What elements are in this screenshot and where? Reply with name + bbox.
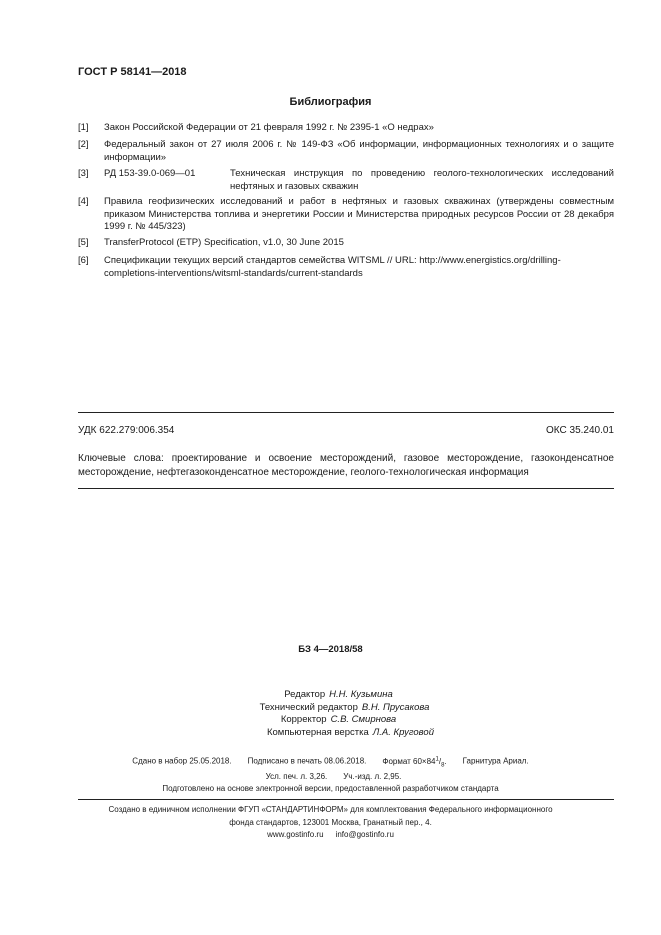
footer-line: Создано в единичном исполнении ФГУП «СТАНДАРТИНФОРМ» для комплектования Федерального информационного xyxy=(108,805,553,814)
print-sheets: Усл. печ. л. 3,26. xyxy=(265,772,328,782)
divider xyxy=(78,799,614,800)
item-number: [1] xyxy=(78,122,89,133)
staff-role: Корректор xyxy=(280,714,327,725)
staff-row xyxy=(0,689,661,702)
paper-format: Формат $60\times 84^1/_8$. xyxy=(382,756,447,769)
bibliography-title: Библиография xyxy=(289,96,372,108)
footer-line: фонда стандартов, 123001 Москва, Гранатный пер., 4. xyxy=(229,817,432,827)
print-line xyxy=(0,771,661,783)
staff-list xyxy=(0,689,661,739)
item-text: Закон Российской Федерации от 21 февраля 1992 г. № 2395-1 «О недрах» xyxy=(104,122,434,133)
item-number: [5] xyxy=(78,237,89,248)
keywords: Ключевые слова: проектирование и освоение месторождений, газовое месторождение, газоконденсатное месторождение, нефтегазоконденсатное месторождение, геолого-технологическая информация xyxy=(78,453,614,478)
email-link[interactable]: info@gostinfo.ru xyxy=(335,830,394,839)
bibliography-item xyxy=(78,122,614,135)
staff-name: Н.Н. Кузьмина xyxy=(329,689,393,700)
prepared-note: Подготовлено на основе электронной версии, предоставленной разработчиком стандарта xyxy=(162,784,499,794)
item-text: Техническая инструкция по проведению геолого-технологических исследований нефтяных и газовых скважин xyxy=(230,168,614,192)
item-number: [3] xyxy=(78,168,89,179)
divider xyxy=(78,412,614,413)
staff-role: Компьютерная верстка xyxy=(266,726,369,738)
submitted-date: Сдано в набор 25.05.2018. xyxy=(132,756,232,766)
footer-contacts xyxy=(0,829,661,842)
website-link[interactable]: www.gostinfo.ru xyxy=(267,830,324,839)
staff-row xyxy=(0,714,661,727)
staff-name: С.В. Смирнова xyxy=(330,714,397,725)
bibliography-item xyxy=(78,237,614,250)
item-text: Правила геофизических исследований и работ в нефтяных и газовых скважинах (утверждены совместным приказом Министерства топлива и энергетики России и Министерства природных ресурсов России от 28 декабря 1999 г. № 445/323) xyxy=(104,196,614,232)
footer xyxy=(0,804,661,842)
staff-row xyxy=(0,702,661,715)
staff-role: Редактор xyxy=(284,689,326,700)
item-number: [6] xyxy=(78,255,89,266)
print-line xyxy=(0,753,661,771)
item-text: Федеральный закон от 27 июля 2006 г. № 149-ФЗ «Об информации, информационных технологиях и о защите информации» xyxy=(104,139,614,163)
publisher-sheets: Уч.-изд. л. 2,95. xyxy=(343,772,402,782)
item-document-code: РД 153-39.0-069—01 xyxy=(104,168,196,179)
print-details xyxy=(0,753,661,795)
bibliography-item xyxy=(78,139,614,164)
staff-name: Л.А. Круговой xyxy=(372,726,434,738)
bz-number: БЗ 4—2018/58 xyxy=(298,644,363,655)
udk-code: УДК 622.279:006.354 xyxy=(78,425,175,436)
item-number: [2] xyxy=(78,139,89,150)
bibliography-item xyxy=(78,168,614,193)
standard-code: ГОСТ Р 58141—2018 xyxy=(78,66,187,78)
item-text: TransferProtocol (ETP) Specification, v1.0, 30 June 2015 xyxy=(104,237,344,248)
staff-row xyxy=(0,727,661,740)
staff-role: Технический редактор xyxy=(259,701,358,713)
oks-code: ОКС 35.240.01 xyxy=(546,425,614,436)
item-number: [4] xyxy=(78,196,89,207)
signed-date: Подписано в печать 08.06.2018. xyxy=(247,756,367,766)
typeface: Гарнитура Ариал. xyxy=(462,756,529,766)
item-text: Спецификации текущих версий стандартов семейства WITSML // URL: http://www.energistics.org/drilling-completions-interventions/witsml-standards/current-standards xyxy=(104,255,561,279)
bibliography-item xyxy=(78,196,614,234)
staff-name: В.Н. Прусакова xyxy=(361,701,430,713)
bibliography-item xyxy=(78,255,614,280)
divider xyxy=(78,488,614,489)
